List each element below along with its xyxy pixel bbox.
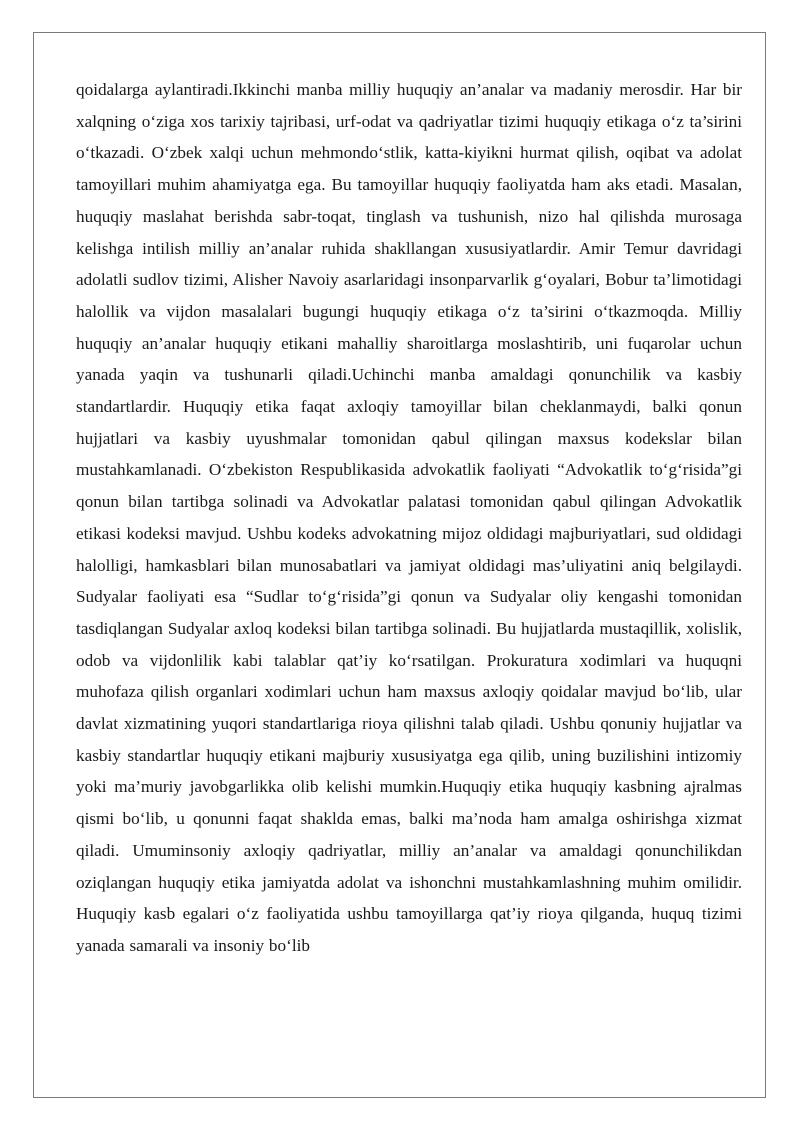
body-paragraph: qoidalarga aylantiradi.Ikkinchi manba milliy huquqiy an’analar va madaniy merosdir. Har bir xalqning o‘ziga xos tarixiy tajribasi, urf-odat va qadriyatlar tizimi huquqiy etikaga o‘z ta’sirini o‘tkazadi. O‘zbek xalqi uchun mehmondo‘stlik, katta-kiyikni hurmat qilish, oqibat va adolat tamoyillari muhim ahamiyatga ega. Bu tamoyillar huquqiy faoliyatda ham aks etadi. Masalan, huquqiy maslahat berishda sabr-toqat, tinglash va tushunish, nizo hal qilishda murosaga kelishga intilish milliy an’analar ruhida shakllangan xususiyatlardir. Amir Temur davridagi adolatli sudlov tizimi, Alisher Navoiy asarlaridagi insonparvarlik g‘oyalari, Bobur ta’limotidagi halollik va vijdon masalalari bugungi huquqiy etikaga o‘z ta’sirini o‘tkazmoqda. Milliy huquqiy an’analar huquqiy etikani mahalliy sharoitlarga moslashtirib, uni fuqarolar uchun yanada yaqin va tushunarli qiladi.Uchinchi manba amaldagi qonunchilik va kasbiy standartlardir. Huquqiy etika faqat axloqiy tamoyillar bilan cheklanmaydi, balki qonun hujjatlari va kasbiy uyushmalar tomonidan qabul qilingan maxsus kodekslar bilan mustahkamlanadi. O‘zbekiston Respublikasida advokatlik faoliyati “Advokatlik to‘g‘risida”gi qonun bilan tartibga solinadi va Advokatlar palatasi tomonidan qabul qilingan Advokatlik etikasi kodeksi mavjud. Ushbu kodeks advokatning mijoz oldidagi majburiyatlari, sud oldidagi halolligi, hamkasblari bilan munosabatlari va jamiyat oldidagi mas’uliyatini aniq belgilaydi. Sudyalar faoliyati esa “Sudlar to‘g‘risida”gi qonun va Sudyalar oliy kengashi tomonidan tasdiqlangan Sudyalar axloq kodeksi bilan tartibga solinadi. Bu hujjatlarda mustaqillik, xolislik, odob va vijdonlilik kabi talablar qat’iy ko‘rsatilgan. Prokuratura xodimlari va huquqni muhofaza qilish organlari xodimlari uchun ham maxsus axloqiy qoidalar mavjud bo‘lib, ular davlat xizmatining yuqori standartlariga rioya qilishni talab qiladi. Ushbu qonuniy hujjatlar va kasbiy standartlar huquqiy etikani majburiy xususiyatga ega qilib, uning buzilishini intizomiy yoki ma’muriy javobgarlikka olib kelishi mumkin.Huquqiy etika huquqiy kasbning ajralmas qismi bo‘lib, u qonunni faqat shaklda emas, balki ma’noda ham amalga oshirishga xizmat qiladi. Umuminsoniy axloqiy qadriyatlar, milliy an’analar va amaldagi qonunchilikdan oziqlangan huquqiy etika jamiyatda adolat va ishonchni mustahkamlashning muhim omilidir. Huquqiy kasb egalari o‘z faoliyatida ushbu tamoyillarga qat’iy rioya qilganda, huquq tizimi yanada samarali va insoniy bo‘lib [76, 80, 742, 955]
